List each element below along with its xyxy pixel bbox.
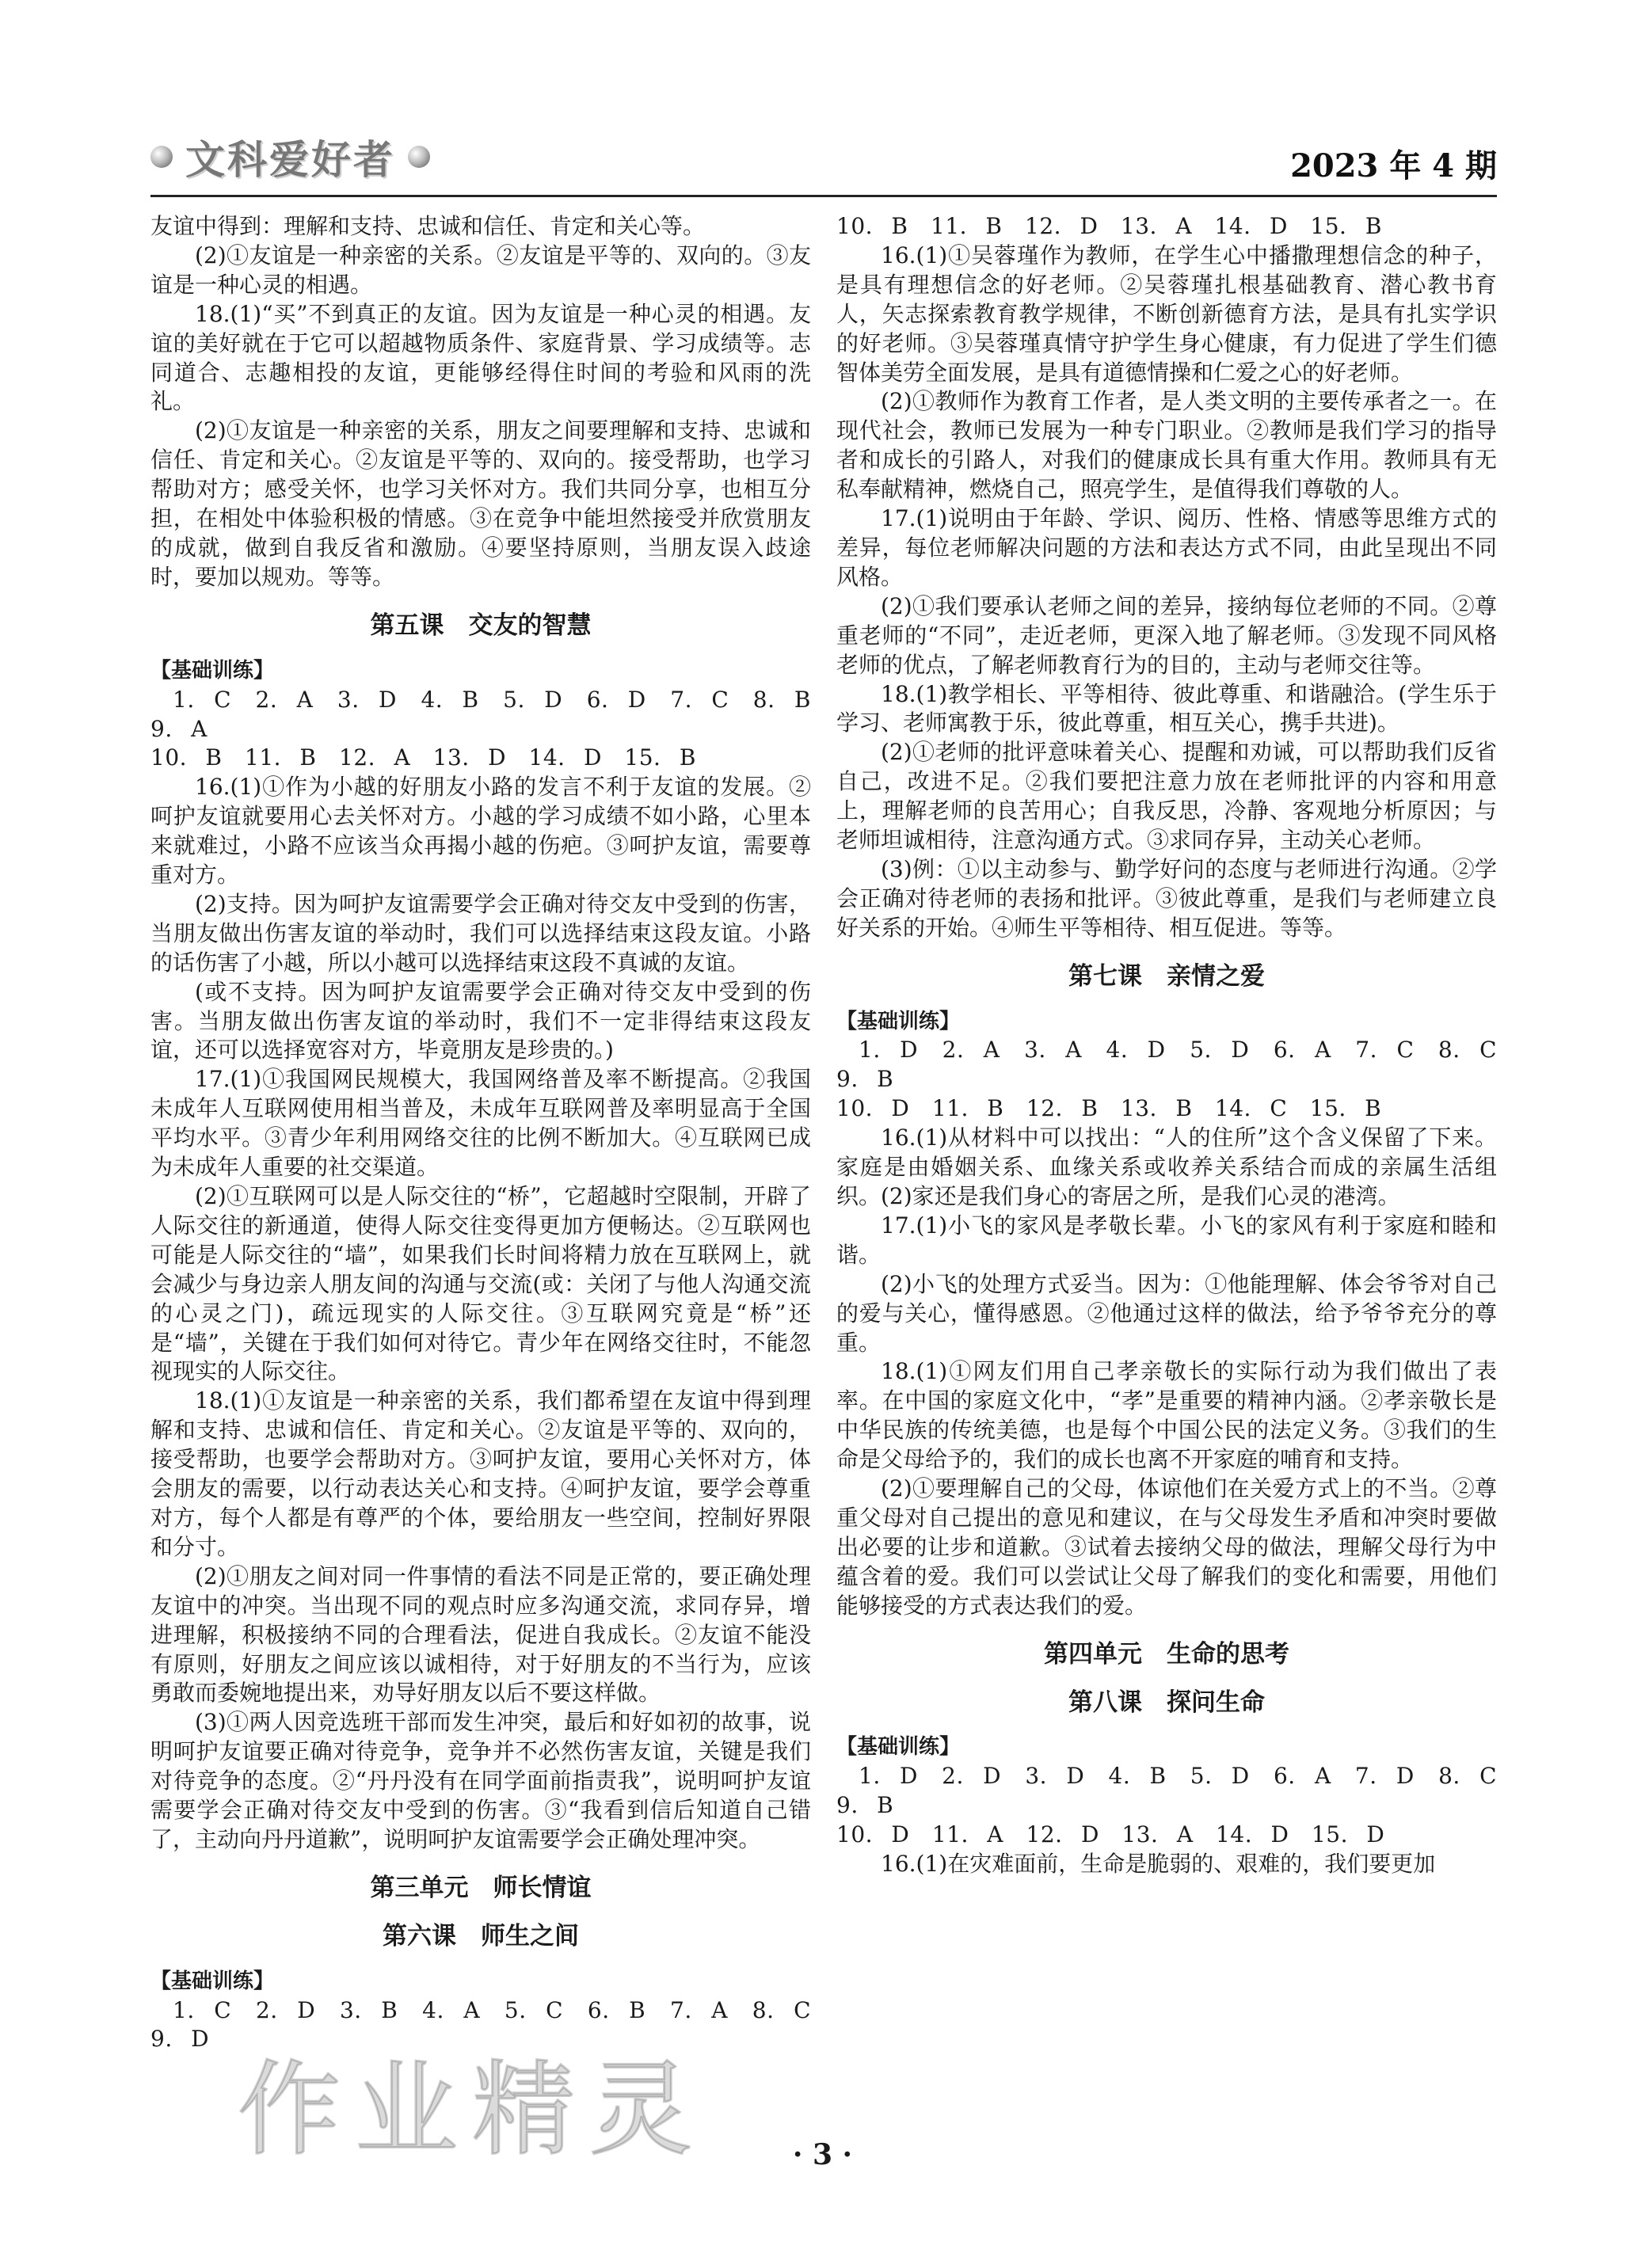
answer-key-row: 10. B 11. B 12. D 13. A 14. D 15. B: [836, 213, 1382, 239]
paragraph: (2)①友谊是一种亲密的关系。②友谊是平等的、双向的。③友谊是一种心灵的相遇。: [150, 242, 811, 298]
paragraph: 16.(1)①吴蓉瑾作为教师，在学生心中播撒理想信念的种子，是具有理想信念的好老师。②吴蓉瑾扎根基础教育、潜心教书育人，矢志探索教育教学规律，不断创新德育方法，是具有扎实学识的好老师。③吴蓉瑾真情守护学生身心健康，有力促进了学生们德智体美劳全面发展，是具有道德情操和仁爱之心的好老师。: [836, 242, 1497, 386]
answer-key-row: 1. D 2. D 3. D 4. B 5. D 6. A 7. D 8. C 9. B: [836, 1763, 1520, 1819]
magazine-title: 文科爱好者: [185, 137, 395, 183]
page-number: · 3 ·: [792, 2138, 853, 2171]
training-label: 【基础训练】: [150, 1969, 275, 1993]
paragraph: (2)①老师的批评意味着关心、提醒和劝诫，可以帮助我们反省自己，改进不足。②我们要把注意力放在老师批评的内容和用意上，理解老师的良苦用心；自我反思，冷静、客观地分析原因；与老师坦诚相待，注意沟通方式。③求同存异，主动关心老师。: [836, 739, 1497, 854]
brand-right-dot-icon: [408, 146, 430, 168]
section-heading: 第八课 探问生命: [1068, 1688, 1265, 1717]
training-label: 【基础训练】: [836, 1735, 961, 1760]
paragraph: 18.(1)①网友们用自己孝亲敬长的实际行动为我们做出了表率。在中国的家庭文化中，“孝”是重要的精神内涵。②孝亲敬长是中华民族的传统美德，也是每个中国公民的法定义务。③我们的生命是父母给予的，我们的成长也离不开家庭的哺育和支持。: [836, 1358, 1497, 1473]
paragraph: (2)①友谊是一种亲密的关系，朋友之间要理解和支持、忠诚和信任、肯定和关心。②友谊是平等的、双向的。接受帮助，也学习帮助对方；感受关怀，也学习关怀对方。我们共同分享，也相互分担，在相处中体验积极的情感。③在竞争中能坦然接受并欣赏朋友的成就，做到自我反省和激励。④要坚持原则，当朋友误入歧途时，要加以规劝。等等。: [150, 417, 811, 590]
paragraph: (3)例：①以主动参与、勤学好问的态度与老师进行沟通。②学会正确对待老师的表扬和批评。③彼此尊重，是我们与老师建立良好关系的开始。④师生平等相待、相互促进。等等。: [836, 855, 1497, 941]
paragraph: (3)①两人因竞选班干部而发生冲突，最后和好如初的故事，说明呵护友谊要正确对待竞争，竞争并不必然伤害友谊，关键是我们对待竞争的态度。②“丹丹没有在同学面前指责我”，说明呵护友谊需要学会正确对待交友中受到的伤害。③“我看到信后知道自己错了，主动向丹丹道歉”，说明呵护友谊需要学会正确处理冲突。: [150, 1709, 811, 1852]
paragraph: (或不支持。因为呵护友谊需要学会正确对待交友中受到的伤害。当朋友做出伤害友谊的举动时，我们不一定非得结束这段友谊，还可以选择宽容对方，毕竟朋友是珍贵的。): [150, 978, 811, 1064]
header-rule: [150, 195, 1497, 197]
paragraph: (2)①教师作为教育工作者，是人类文明的主要传承者之一。在现代社会，教师已发展为一种专门职业。②教师是我们学习的指导者和成长的引路人，对我们的健康成长具有重大作用。教师具有无私奉献精神，燃烧自己，照亮学生，是值得我们尊敬的人。: [836, 388, 1497, 503]
section-heading: 第七课 亲情之爱: [1068, 961, 1265, 991]
answer-key-row: 10. D 11. B 12. B 13. B 14. C 15. B: [836, 1095, 1382, 1122]
training-label: 【基础训练】: [836, 1009, 961, 1033]
answer-key-row: 10. B 11. B 12. A 13. D 14. D 15. B: [150, 744, 696, 771]
paragraph: 16.(1)在灾难面前，生命是脆弱的、艰难的，我们要更加: [881, 1851, 1436, 1878]
paragraph: (2)①朋友之间对同一件事情的看法不同是正常的，要正确处理友谊中的冲突。当出现不同的观点时应多沟通交流，求同存异，增进理解，积极接纳不同的合理看法，促进自我成长。②友谊不能没有原则，好朋友之间应该以诚相待，对于好朋友的不当行为，应该勇敢而委婉地提出来，劝导好朋友以后不要这样做。: [150, 1562, 811, 1707]
paragraph: 友谊中得到：理解和支持、忠诚和信任、肯定和关心等。: [150, 213, 706, 239]
paragraph: 17.(1)①我国网民规模大，我国网络普及率不断提高。②我国未成年人互联网使用相当普及，未成年互联网普及率明显高于全国平均水平。③青少年利用网络交往的比例不断加大。④互联网已成为未成年人重要的社交渠道。: [150, 1066, 811, 1181]
section-heading: 第五课 交友的智慧: [370, 611, 592, 640]
answer-key-row: 1. D 2. A 3. A 4. D 5. D 6. A 7. C 8. C 9. B: [836, 1037, 1520, 1093]
brand-left-dot-icon: [150, 146, 173, 168]
watermark: 作业精灵: [238, 2049, 707, 2170]
left-column: [150, 212, 834, 2054]
answer-key-row: 1. C 2. A 3. D 4. B 5. D 6. D 7. C 8. B 9. A: [150, 686, 834, 742]
paragraph: 16.(1)①作为小越的好朋友小路的发言不利于友谊的发展。②呵护友谊就要用心去关怀对方。小越的学习成绩不如小路，心里本来就难过，小路不应该当众再揭小越的伤疤。③呵护友谊，需要尊重对方。: [150, 774, 811, 889]
training-label: 【基础训练】: [150, 658, 275, 683]
paragraph: 17.(1)说明由于年龄、学识、阅历、性格、情感等思维方式的差异，每位老师解决问题的方法和表达方式不同，由此呈现出不同风格。: [836, 505, 1497, 590]
paragraph: 17.(1)小飞的家风是孝敬长辈。小飞的家风有利于家庭和睦和谐。: [836, 1212, 1497, 1268]
page-header: [150, 127, 1497, 185]
paragraph: (2)支持。因为呵护友谊需要学会正确对待交友中受到的伤害，当朋友做出伤害友谊的举动时，我们可以选择结束这段友谊。小路的话伤害了小越，所以小越可以选择结束这段不真诚的友谊。: [150, 890, 811, 976]
answer-key-row: 10. D 11. A 12. D 13. A 14. D 15. D: [836, 1821, 1385, 1848]
paragraph: (2)①要理解自己的父母，体谅他们在关爱方式上的不当。②尊重父母对自己提出的意见和建议，在与父母发生矛盾和冲突时要做出必要的让步和道歉。③试着去接纳父母的做法，理解父母行为中蕴含着的爱。我们可以尝试让父母了解我们的变化和需要，用他们能够接受的方式表达我们的爱。: [836, 1475, 1497, 1619]
section-heading: 第六课 师生之间: [383, 1921, 579, 1950]
right-column: [836, 212, 1520, 1879]
magazine-brand: [150, 135, 430, 183]
answer-key-row: 1. C 2. D 3. B 4. A 5. C 6. B 7. A 8. C 9. D: [150, 1996, 834, 2053]
paragraph: (2)①我们要承认老师之间的差异，接纳每位老师的不同。②尊重老师的“不同”，走近老师，更深入地了解老师。③发现不同风格老师的优点，了解老师教育行为的目的，主动与老师交往等。: [836, 592, 1497, 678]
paragraph: 16.(1)从材料中可以找出：“人的住所”这个含义保留了下来。家庭是由婚姻关系、血缘关系或收养关系结合而成的亲属生活组织。(2)家还是我们身心的寄居之所，是我们心灵的港湾。: [836, 1124, 1497, 1209]
paragraph: 18.(1)①友谊是一种亲密的关系，我们都希望在友谊中得到理解和支持、忠诚和信任、肯定和关心。②友谊是平等的、双向的，接受帮助，也要学会帮助对方。③呵护友谊，要用心关怀对方，体会朋友的需要，以行动表达关心和支持。④呵护友谊，要学会尊重对方，每个人都是有尊严的个体，要给朋友一些空间，控制好界限和分寸。: [150, 1387, 811, 1560]
issue-label: 2023 年 4 期: [1290, 147, 1497, 185]
section-heading: 第四单元 生命的思考: [1044, 1639, 1289, 1669]
paragraph: 18.(1)教学相长、平等相待、彼此尊重、和谐融洽。(学生乐于学习、老师寓教于乐，彼此尊重，相互关心，携手共进)。: [836, 680, 1497, 736]
paragraph: (2)①互联网可以是人际交往的“桥”，它超越时空限制，开辟了人际交往的新通道，使得人际交往变得更加方便畅达。②互联网也可能是人际交往的“墙”，如果我们长时间将精力放在互联网上，就会减少与身边亲人朋友间的沟通与交流(或：关闭了与他人沟通交流的心灵之门)，疏远现实的人际交往。③互联网究竟是“桥”还是“墙”，关键在于我们如何对待它。青少年在网络交往时，不能忽视现实的人际交往。: [150, 1183, 811, 1385]
section-heading: 第三单元 师长情谊: [370, 1873, 592, 1902]
paragraph: (2)小飞的处理方式妥当。因为：①他能理解、体会爷爷对自己的爱与关心，懂得感恩。②他通过这样的做法，给予爷爷充分的尊重。: [836, 1270, 1497, 1356]
paragraph: 18.(1)“买”不到真正的友谊。因为友谊是一种心灵的相遇。友谊的美好就在于它可以超越物质条件、家庭背景、学习成绩等。志同道合、志趣相投的友谊，更能够经得住时间的考验和风雨的洗礼。: [150, 300, 811, 415]
